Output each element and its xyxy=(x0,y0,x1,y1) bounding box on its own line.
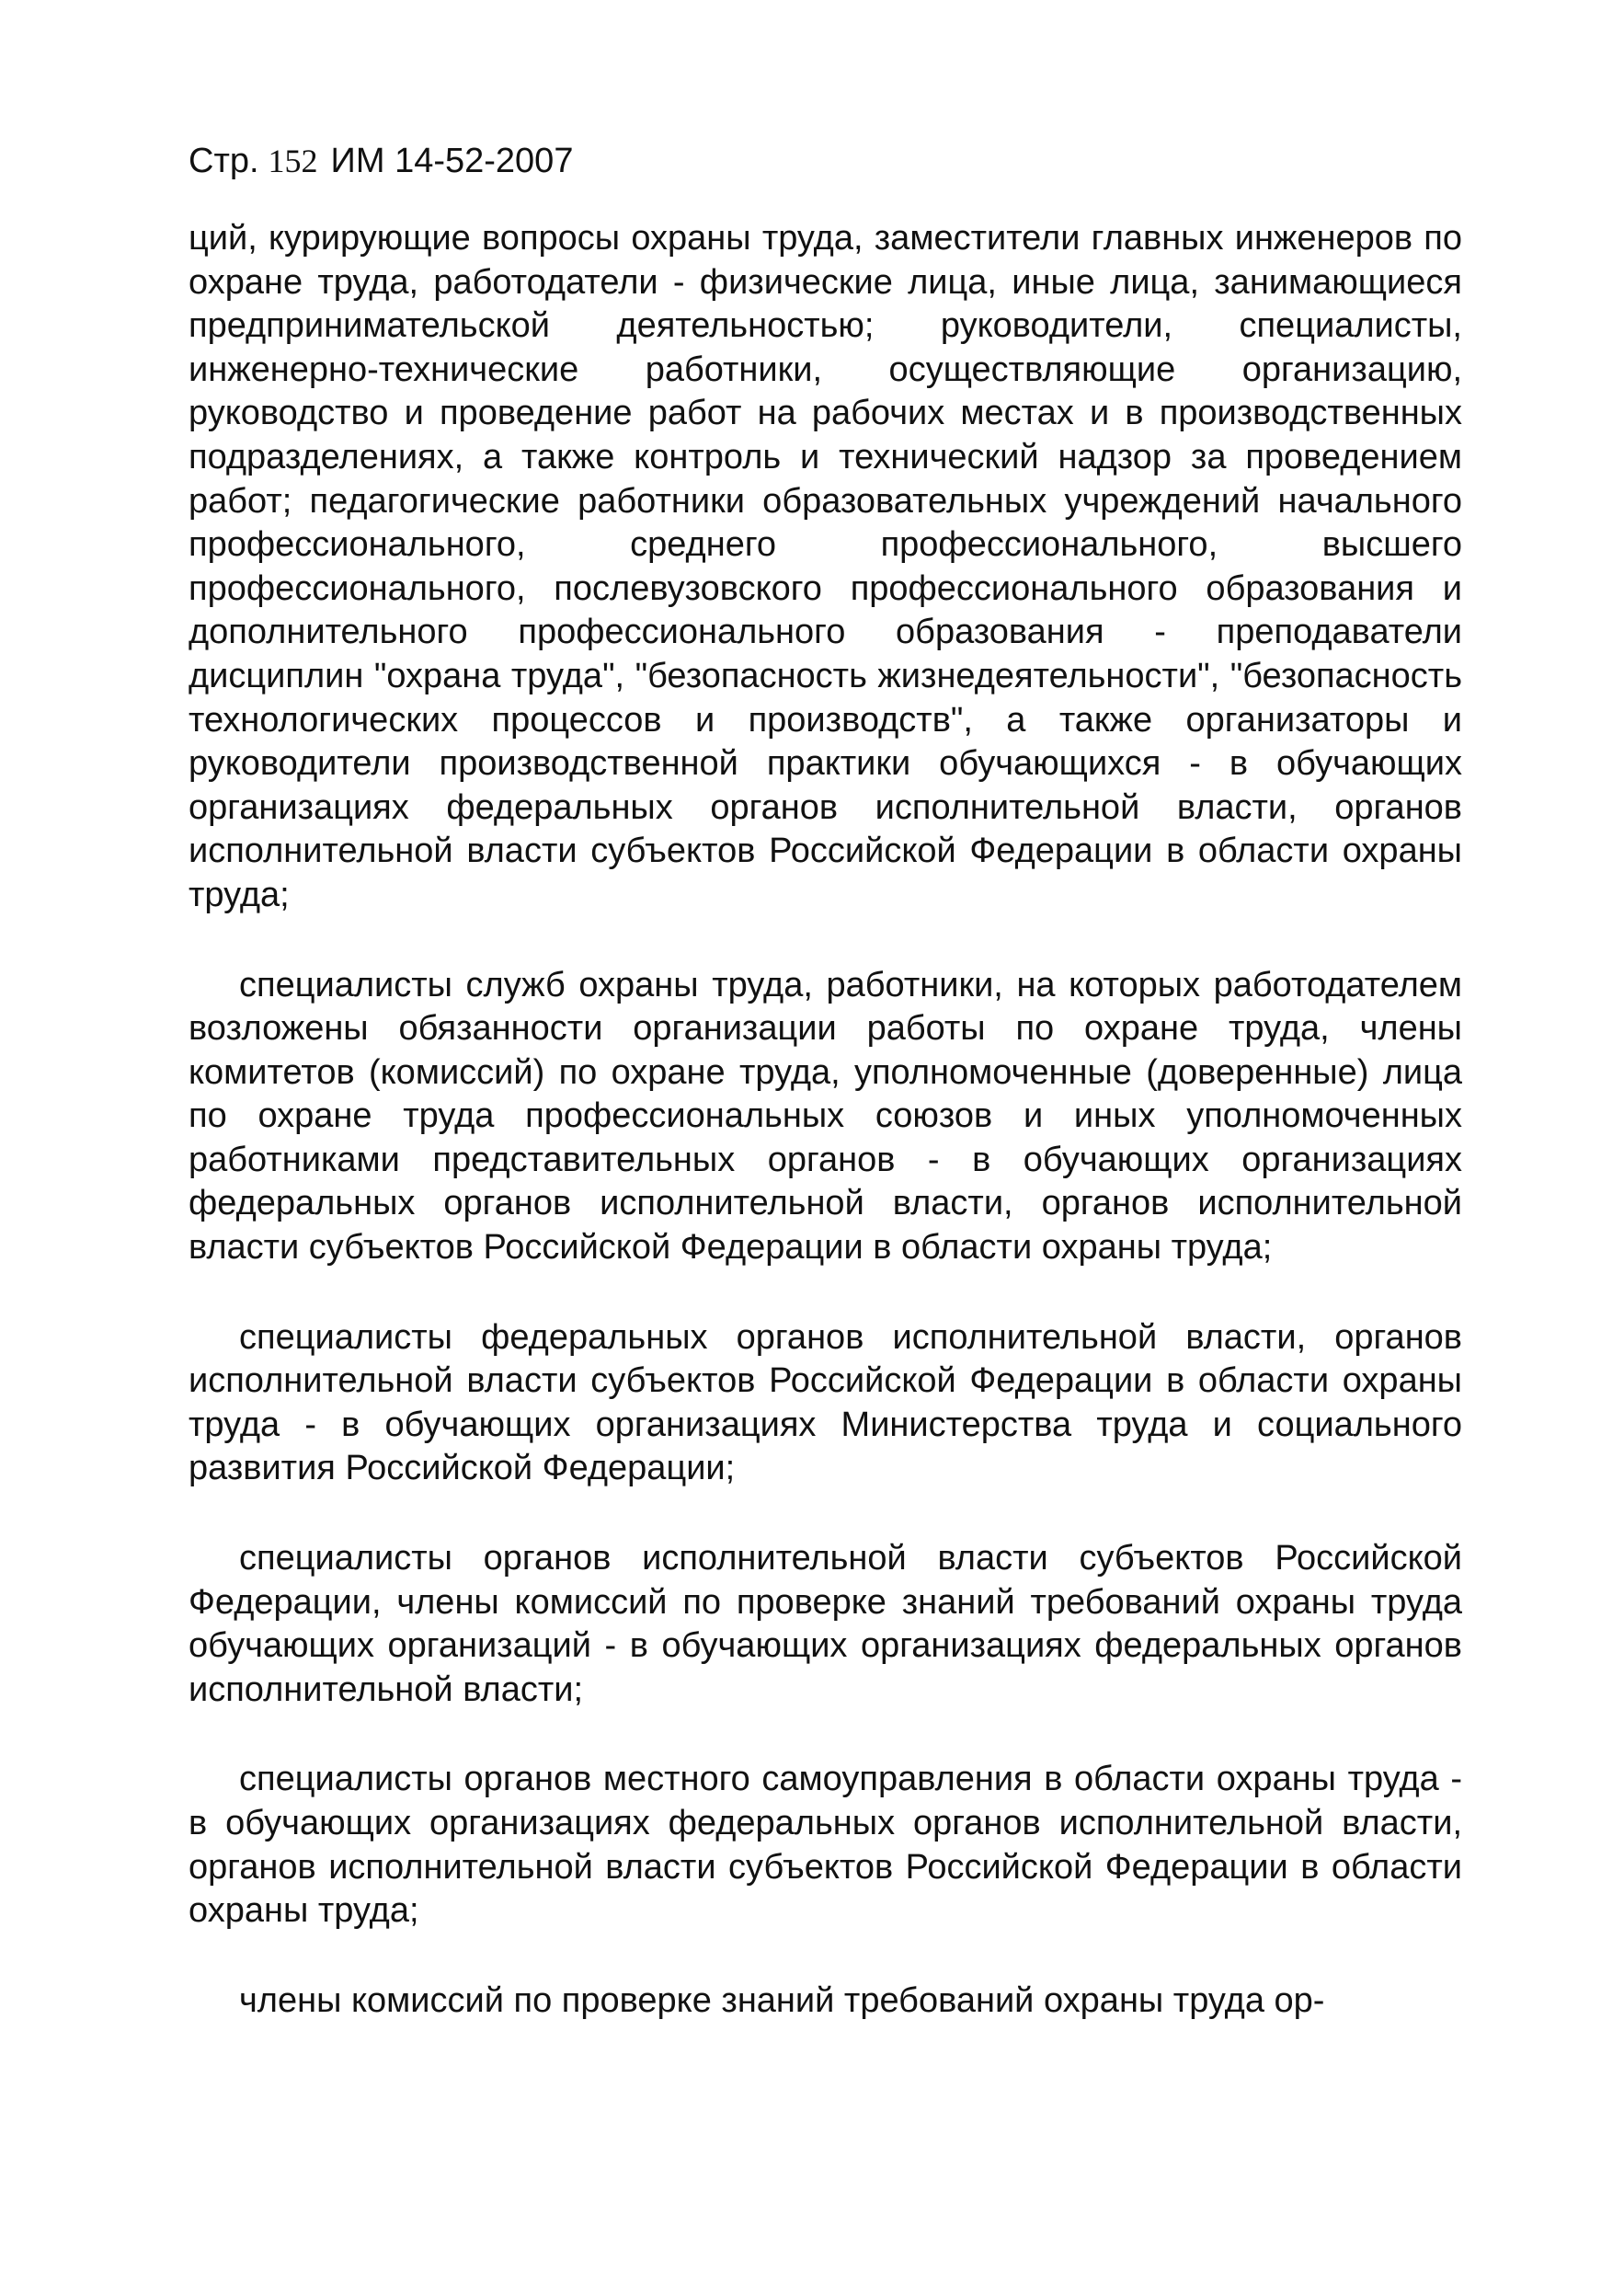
document-body xyxy=(189,217,1462,2023)
paragraph: специалисты служб охраны труда, работники, на которых работодателем возложены обязанности организации работы по охране труда, члены комитетов (комиссий) по охране труда, уполномоченные (доверенные) лица по охране труда профессиональных союзов и иных уполномоченных работниками представительных органов - в обучающих организациях федеральных органов исполнительной власти, органов исполнительной власти субъектов Российской Федерации в области охраны труда; xyxy=(189,965,1462,1268)
paragraph: специалисты федеральных органов исполнительной власти, органов исполнительной власти субъектов Российской Федерации в области охраны труда - в обучающих организациях Министерства труда и социального развития Российской Федерации; xyxy=(189,1317,1462,1488)
paragraph: ций, курирующие вопросы охраны труда, заместители главных инженеров по охране труда, работодатели - физические лица, иные лица, занимающиеся предпринимательской деятельностью; руководители, специалисты, инженерно-технические работники, осуществляющие организацию, руководство и проведение работ на рабочих местах и в производственных подразделениях, а также контроль и технический надзор за проведением работ; педагогические работники образовательных учреждений начального профессионального, среднего профессионального, высшего профессионального, послевузовского профессионального образования и дополнительного профессионального образования - преподаватели дисциплин "охрана труда", "безопасность жизнедеятельности", "безопасность технологических процессов и производств", а также организаторы и руководители производственной практики обучающихся - в обучающих организациях федеральных органов исполнительной власти, органов исполнительной власти субъектов Российской Федерации в области охраны труда; xyxy=(189,219,1462,914)
page-number: 152 xyxy=(268,143,318,179)
paragraph: специалисты органов местного самоуправления в области охраны труда - в обучающих организациях федеральных органов исполнительной власти, органов исполнительной власти субъектов Российской Федерации в области охраны труда; xyxy=(189,1760,1462,1931)
page-label: Стр. xyxy=(189,142,259,180)
page-header xyxy=(189,138,573,184)
document-code: ИМ 14-52-2007 xyxy=(330,142,574,180)
paragraph: специалисты органов исполнительной власти субъектов Российской Федерации, члены комиссий по проверке знаний требований охраны труда обучающих организаций - в обучающих организациях федеральных органов исполнительной власти; xyxy=(189,1539,1462,1709)
paragraph: члены комиссий по проверке знаний требований охраны труда ор- xyxy=(239,1980,1325,2020)
